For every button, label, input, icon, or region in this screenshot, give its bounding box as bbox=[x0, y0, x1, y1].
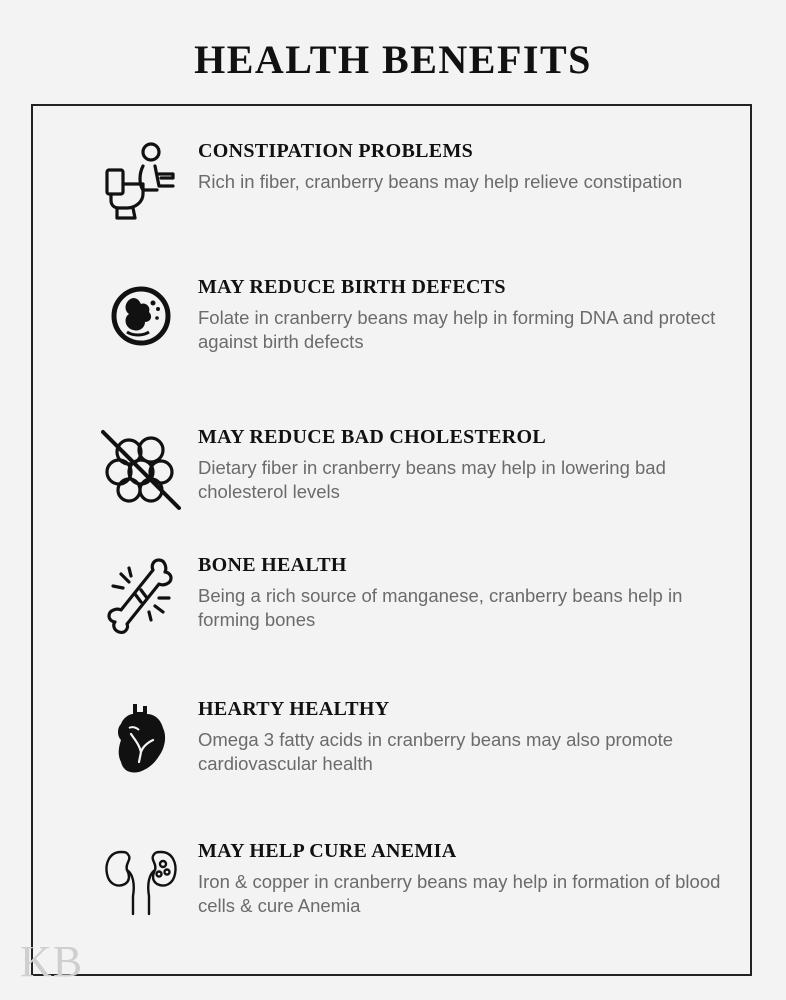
benefit-text bbox=[198, 554, 746, 632]
benefit-description: Dietary fiber in cranberry beans may help in lowering bad cholesterol levels bbox=[198, 457, 666, 502]
benefit-description: Being a rich source of manganese, cranberry beans help in forming bones bbox=[198, 585, 683, 630]
benefit-title: BONE HEALTH bbox=[198, 554, 347, 576]
watermark-logo: KB bbox=[20, 937, 84, 986]
fetus-icon bbox=[99, 276, 183, 360]
page-title: HEALTH BENEFITS bbox=[194, 37, 592, 82]
benefit-description: Omega 3 fatty acids in cranberry beans may also promote cardiovascular health bbox=[198, 729, 674, 774]
toilet-person-icon bbox=[99, 140, 183, 224]
benefit-text bbox=[198, 698, 746, 776]
benefit-text bbox=[198, 426, 746, 504]
benefit-text bbox=[198, 140, 746, 194]
no-cholesterol-icon bbox=[99, 428, 183, 512]
benefit-title: MAY REDUCE BAD CHOLESTEROL bbox=[198, 426, 547, 448]
benefit-description: Rich in fiber, cranberry beans may help relieve constipation bbox=[198, 171, 683, 192]
broken-bone-icon bbox=[99, 554, 183, 638]
kidney-icon bbox=[99, 844, 183, 928]
benefit-title: MAY REDUCE BIRTH DEFECTS bbox=[198, 276, 506, 298]
benefit-text bbox=[198, 276, 746, 354]
heart-icon bbox=[99, 698, 183, 782]
benefit-description: Iron & copper in cranberry beans may help in formation of blood cells & cure Anemia bbox=[198, 871, 721, 916]
benefits-panel bbox=[31, 104, 752, 976]
benefit-text bbox=[198, 840, 746, 918]
benefit-title: CONSTIPATION PROBLEMS bbox=[198, 140, 474, 162]
benefit-description: Folate in cranberry beans may help in forming DNA and protect against birth defects bbox=[198, 307, 716, 352]
benefit-title: HEARTY HEALTHY bbox=[198, 698, 390, 720]
benefit-title: MAY HELP CURE ANEMIA bbox=[198, 840, 457, 862]
